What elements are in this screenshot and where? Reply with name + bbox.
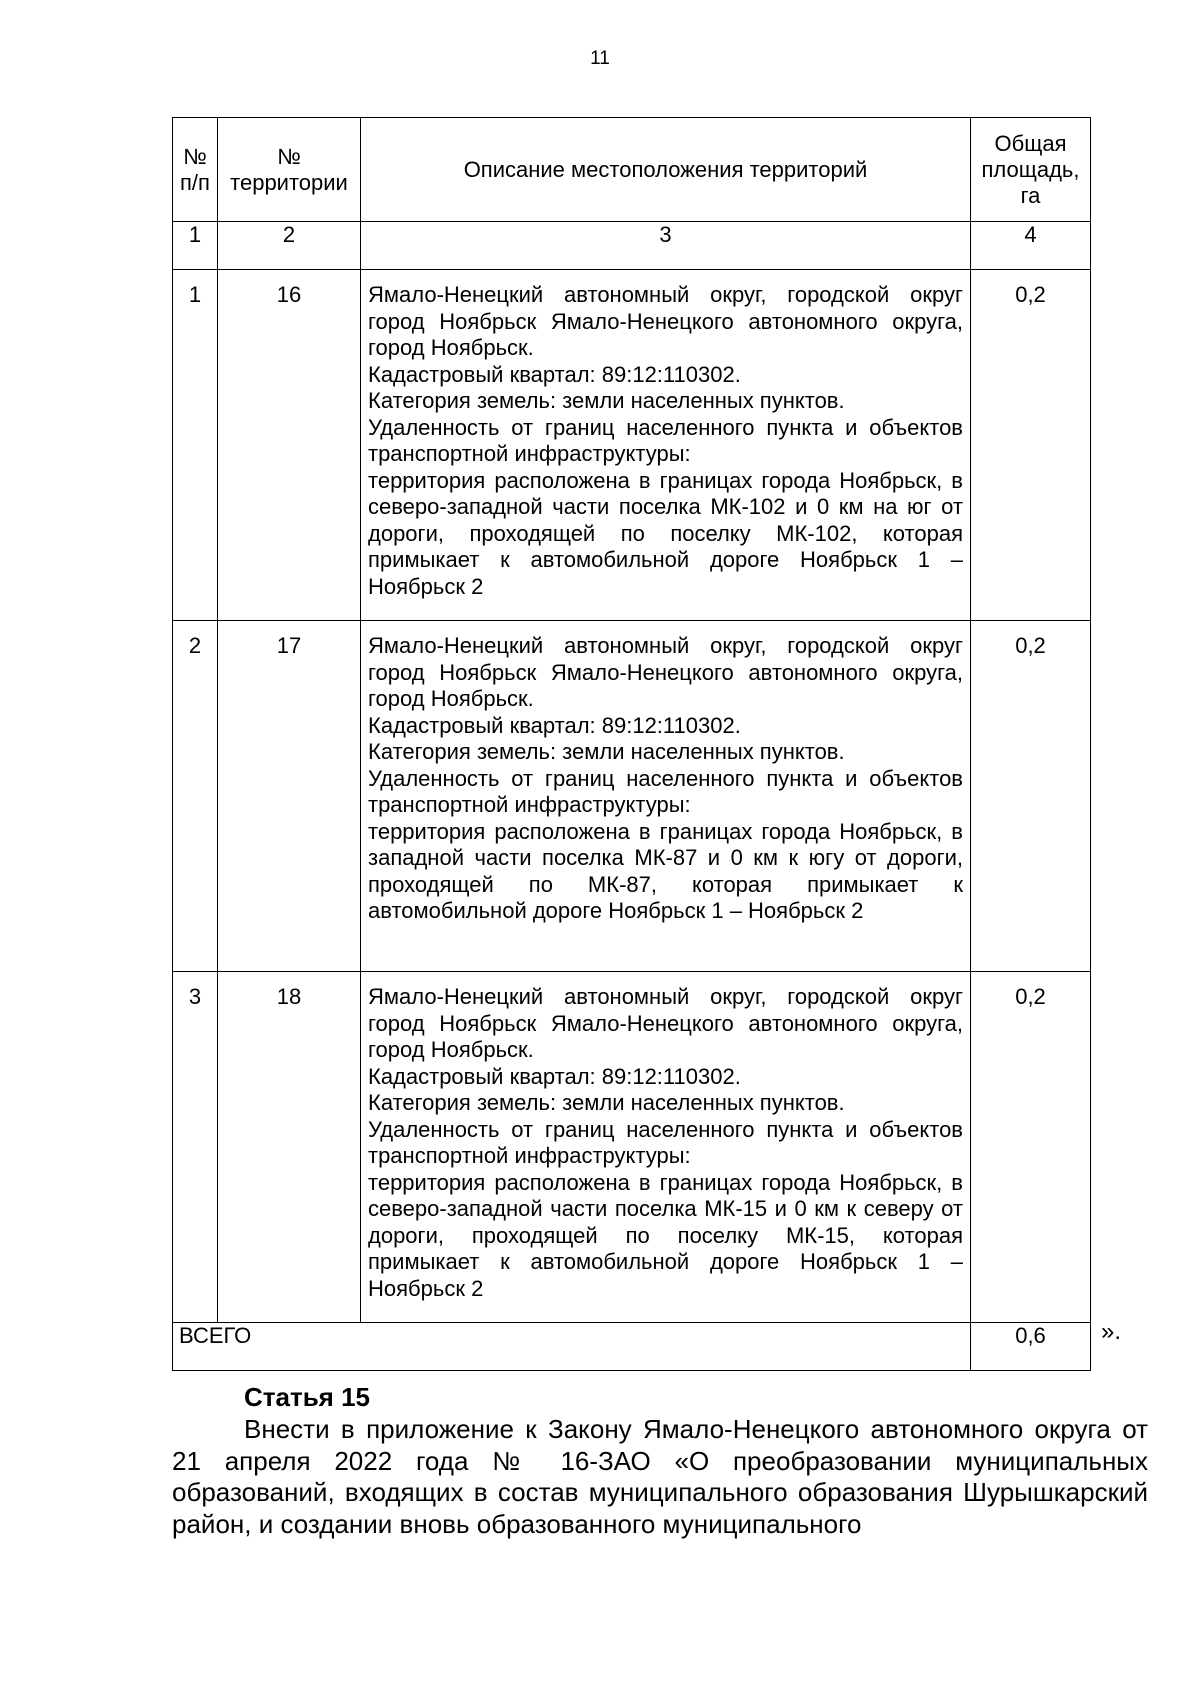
description-cadastral: Кадастровый квартал: 89:12:110302. bbox=[368, 712, 741, 738]
table-row bbox=[173, 270, 1091, 621]
table-row bbox=[173, 621, 1091, 972]
description-distance: территория расположена в границах города Ноябрьск, в северо-западной части поселка МК-102 и 0 км на юг от дороги, проходящей по поселку МК-102, которая примыкает к автомобильной дороге Ноябрьск 1 – Ноябрьск 2 bbox=[368, 467, 963, 599]
row-territory: 17 bbox=[218, 621, 361, 972]
territories-table bbox=[172, 117, 1091, 1371]
article-body: Внести в приложение к Закону Ямало-Ненецкого автономного округа от 21 апреля 2022 года № 16-ЗАО «О преобразовании муниципальных образований, входящих в состав муниципального образования Шурышкарский район, и создании вновь образованного муниципального bbox=[172, 1414, 1148, 1539]
description-distance-label: Удаленность от границ населенного пункта и объектов транспортной инфраструктуры: bbox=[368, 765, 963, 817]
table-header-row bbox=[173, 118, 1091, 222]
description-distance-label: Удаленность от границ населенного пункта и объектов транспортной инфраструктуры: bbox=[368, 414, 963, 466]
description-location: Ямало-Ненецкий автономный округ, городской округ город Ноябрьск Ямало-Ненецкого автономного округа, город Ноябрьск. bbox=[368, 633, 963, 711]
row-area: 0,2 bbox=[971, 270, 1091, 621]
description-location: Ямало-Ненецкий автономный округ, городской округ город Ноябрьск Ямало-Ненецкого автономного округа, город Ноябрьск. bbox=[368, 282, 963, 360]
column-number: 2 bbox=[218, 222, 361, 270]
column-number: 1 bbox=[173, 222, 218, 270]
table-row bbox=[173, 972, 1091, 1323]
row-description bbox=[361, 972, 971, 1323]
total-row bbox=[173, 1323, 1091, 1371]
row-area: 0,2 bbox=[971, 972, 1091, 1323]
column-number-row bbox=[173, 222, 1091, 270]
header-area: Общая площадь, га bbox=[971, 118, 1091, 222]
row-area: 0,2 bbox=[971, 621, 1091, 972]
header-territory: № территории bbox=[218, 118, 361, 222]
description-cadastral: Кадастровый квартал: 89:12:110302. bbox=[368, 361, 741, 387]
description-location: Ямало-Ненецкий автономный округ, городской округ город Ноябрьск Ямало-Ненецкого автономного округа, город Ноябрьск. bbox=[368, 984, 963, 1062]
closing-quote-mark: ». bbox=[1101, 1318, 1122, 1345]
header-description: Описание местоположения территорий bbox=[361, 118, 971, 222]
description-distance-label: Удаленность от границ населенного пункта и объектов транспортной инфраструктуры: bbox=[368, 1116, 963, 1168]
total-value: 0,6 bbox=[971, 1323, 1091, 1371]
header-index: № п/п bbox=[173, 118, 218, 222]
description-category: Категория земель: земли населенных пунктов. bbox=[368, 1090, 845, 1115]
row-index: 1 bbox=[173, 270, 218, 621]
row-description bbox=[361, 270, 971, 621]
description-category: Категория земель: земли населенных пунктов. bbox=[368, 388, 845, 413]
row-territory: 18 bbox=[218, 972, 361, 1323]
row-index: 2 bbox=[173, 621, 218, 972]
row-index: 3 bbox=[173, 972, 218, 1323]
row-description bbox=[361, 621, 971, 972]
column-number: 3 bbox=[361, 222, 971, 270]
description-cadastral: Кадастровый квартал: 89:12:110302. bbox=[368, 1063, 741, 1089]
article-title: Статья 15 bbox=[244, 1382, 371, 1412]
description-category: Категория земель: земли населенных пунктов. bbox=[368, 739, 845, 764]
row-territory: 16 bbox=[218, 270, 361, 621]
page-number: 11 bbox=[590, 48, 610, 69]
description-distance: территория расположена в границах города Ноябрьск, в северо-западной части поселка МК-15 и 0 км к северу от дороги, проходящей по поселку МК-15, которая примыкает к автомобильной дороге Ноябрьск 1 – Ноябрьск 2 bbox=[368, 1169, 963, 1301]
total-label: ВСЕГО bbox=[173, 1323, 971, 1371]
description-distance: территория расположена в границах города Ноябрьск, в западной части поселка МК-87 и 0 км к югу от дороги, проходящей по МК-87, которая примыкает к автомобильной дороге Ноябрьск 1 – Ноябрьск 2 bbox=[368, 818, 963, 923]
column-number: 4 bbox=[971, 222, 1091, 270]
